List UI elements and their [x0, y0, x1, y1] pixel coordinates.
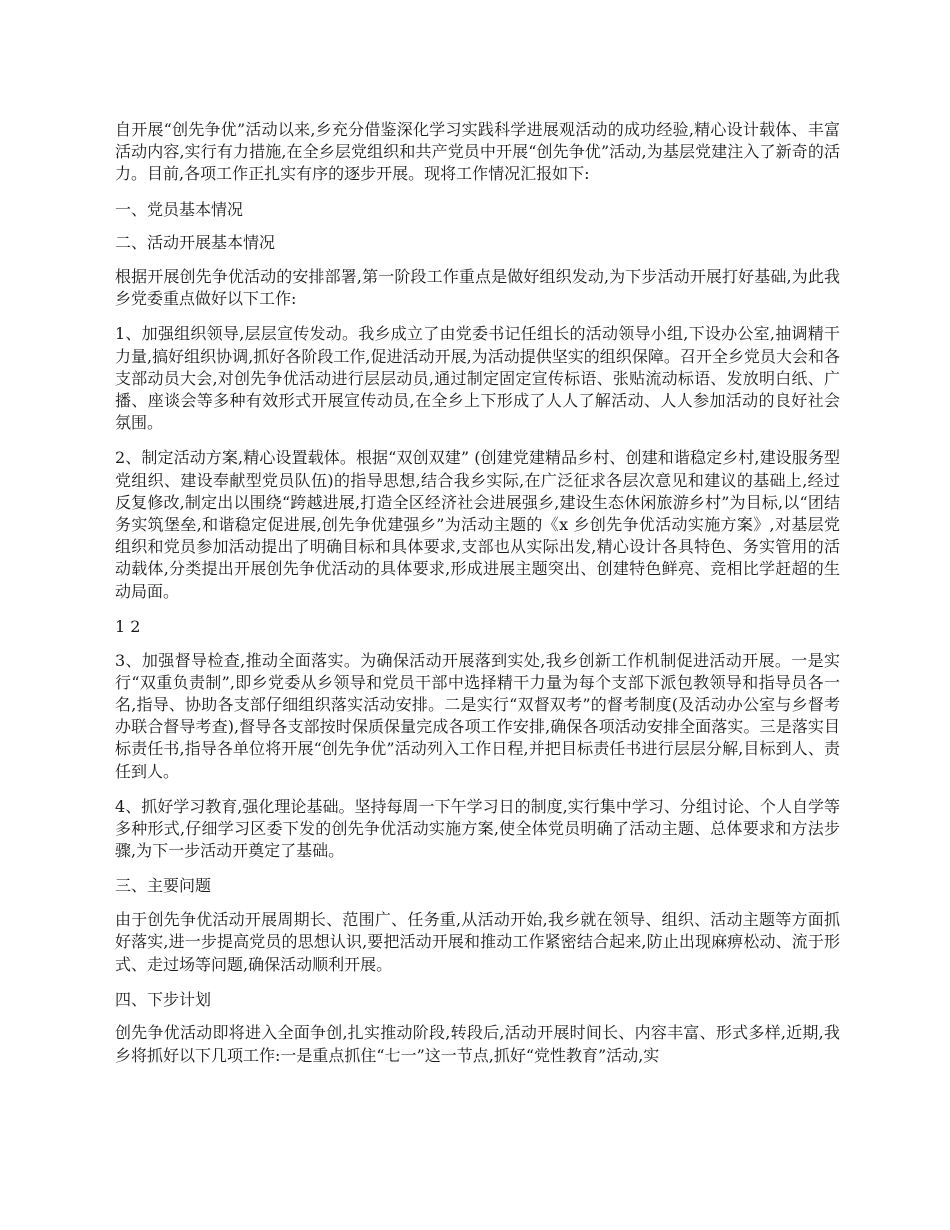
item-1-paragraph: 1、加强组织领导,层层宣传发动。我乡成立了由党委书记任组长的活动领导小组,下设办公室,抽调精干力量,搞好组织协调,抓好各阶段工作,促进活动开展,为活动提供坚实的组织保障。召开全乡党员大会和各支部动员大会,对创先争优活动进行层层动员,通过制定固定宣传标语、张贴流动标语、发放明白纸、广播、座谈会等多种有效形式开展宣传动员,在全乡上下形成了人人了解活动、人人参加活动的良好社会氛围。	[115, 324, 840, 433]
item-3-paragraph: 3、加强督导检查,推动全面落实。为确保活动开展落到实处,我乡创新工作机制促进活动开展。一是实行“双重负责制”,即乡党委从乡领导和党员干部中选择精干力量为每个支部下派包教领导和指导员各一名,指导、协助各支部仔细组织落实活动安排。二是实行“双督双考”的督考制度(及活动办公室与乡督考办联合督导考查),督导各支部按时保质保量完成各项工作安排,确保各项活动安排全面落实。三是落实目标责任书,指导各单位将开展“创先争优”活动列入工作日程,并把目标责任书进行层层分解,目标到人、责任到人。	[115, 650, 840, 781]
section-heading-activities: 二、活动开展基本情况	[115, 233, 276, 253]
activities-intro-paragraph: 根据开展创先争优活动的安排部署,第一阶段工作重点是做好组织发动,为下步活动开展打好基础,为此我乡党委重点做好以下工作:	[115, 267, 840, 309]
section-heading-problems: 三、主要问题	[115, 876, 212, 896]
intro-paragraph: 自开展“创先争优”活动以来,乡充分借鉴深化学习实践科学进展观活动的成功经验,精心设计载体、丰富活动内容,实行有力措施,在全乡层党组织和共产党员中开展“创先争优”活动,为基层党建注入了新奇的活力。目前,各项工作正扎实有序的逐步开展。现将工作情况汇报如下:	[115, 120, 840, 184]
problems-paragraph: 由于创先争优活动开展周期长、范围广、任务重,从活动开始,我乡就在领导、组织、活动主题等方面抓好落实,进一步提高党员的思想认识,要把活动开展和推动工作紧密结合起来,防止出现麻痹松动、流于形式、走过场等问题,确保活动顺利开展。	[115, 910, 840, 974]
item-4-paragraph: 4、抓好学习教育,强化理论基础。坚持每周一下午学习日的制度,实行集中学习、分组讨论、个人自学等多种形式,仔细学习区委下发的创先争优活动实施方案,使全体党员明确了活动主题、总体要求和方法步骤,为下一步活动开奠定了基础。	[115, 796, 840, 861]
section-heading-next-plan: 四、下步计划	[115, 989, 212, 1009]
document-body	[115, 119, 840, 1080]
item-2-paragraph: 2、制定活动方案,精心设置载体。根据“双创双建” (创建党建精品乡村、创建和谐稳定乡村,建设服务型党组织、建设奉献型党员队伍)的指导思想,结合我乡实际,在广泛征求各层次意见和建议的基础上,经过反复修改,制定出以围绕“跨越进展,打造全区经济社会进展强乡,建设生态休闲旅游乡村”为目标,以“团结务实筑堡垒,和谐稳定促进展,创先争优建强乡”为活动主题的《x 乡创先争优活动实施方案》,对基层党组织和党员参加活动提出了明确目标和具体要求,支部也从实际出发,精心设计各具特色、务实管用的活动载体,分类提出开展创先争优活动的具体要求,形成进展主题突出、创建特色鲜亮、竞相比学赶超的生动局面。	[115, 448, 840, 601]
next-plan-paragraph: 创先争优活动即将进入全面争创,扎实推动阶段,转段后,活动开展时间长、内容丰富、形式多样,近期,我乡将抓好以下几项工作:一是重点抓住“七一”这一节点,抓好“党性教育”活动,实	[115, 1023, 840, 1065]
page-number-text: 1 2	[115, 616, 141, 636]
section-heading-party-members: 一、党员基本情况	[115, 199, 244, 219]
